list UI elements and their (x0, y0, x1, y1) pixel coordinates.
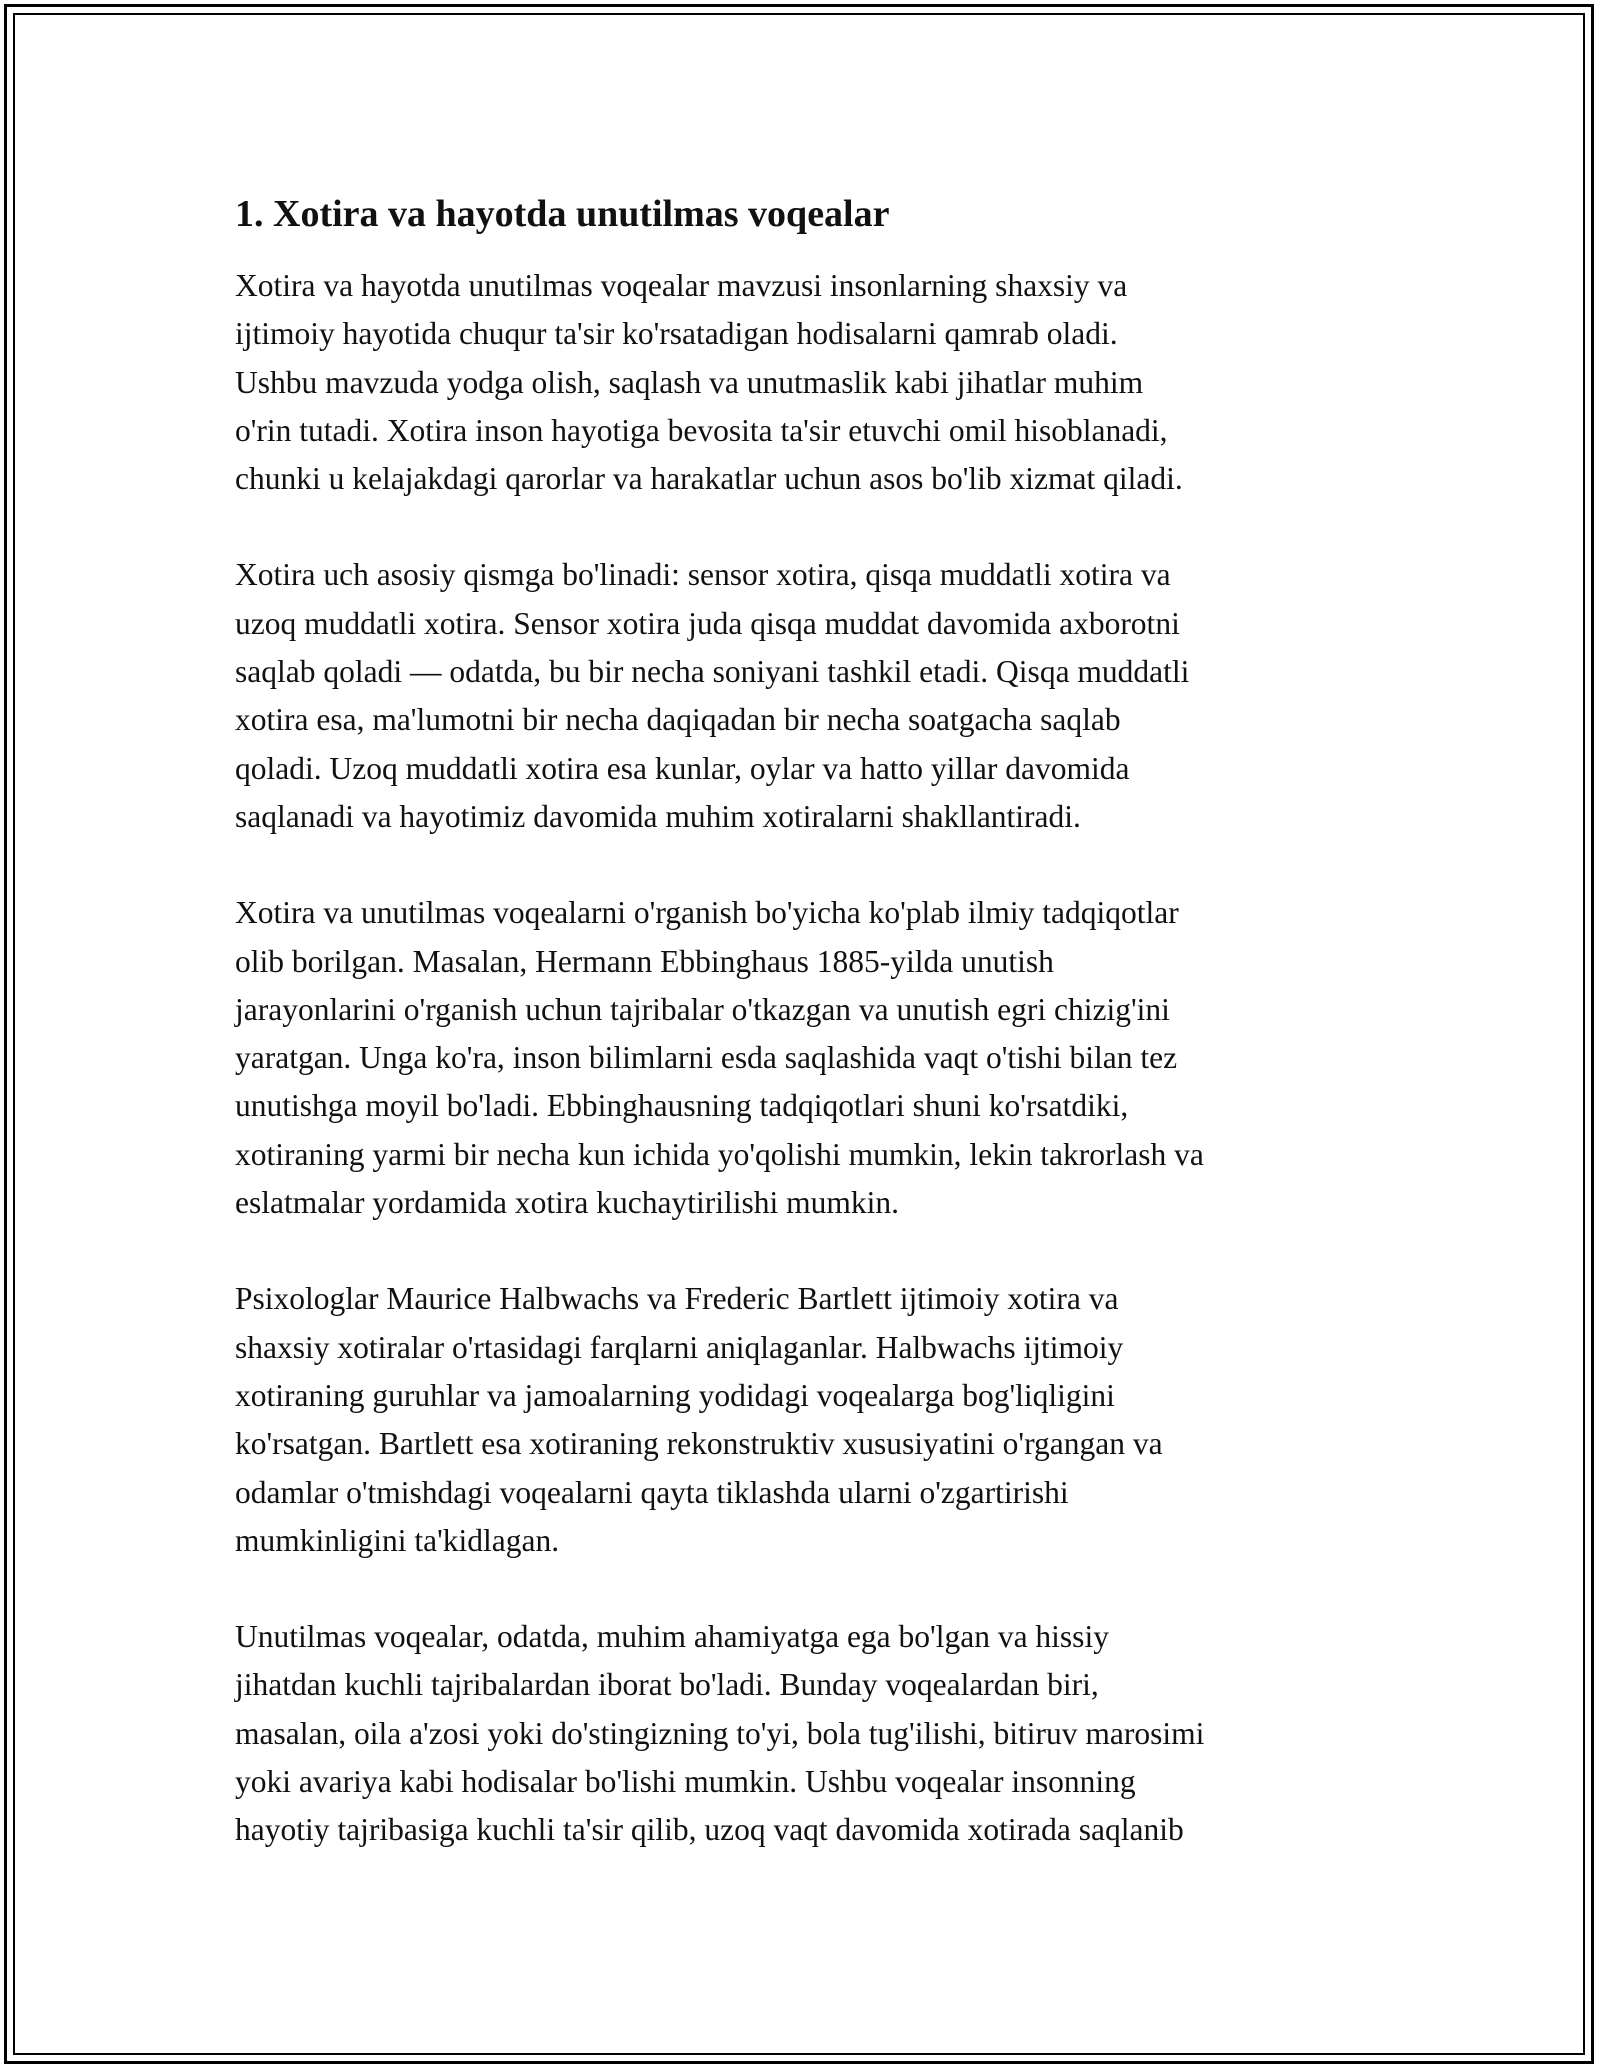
paragraph-line: o'rin tutadi. Xotira inson hayotiga bevosita ta'sir etuvchi omil hisoblanadi, (235, 412, 1168, 448)
paragraph-line: xotira esa, ma'lumotni bir necha daqiqadan bir necha soatgacha saqlab (235, 702, 1121, 738)
paragraph-line: qoladi. Uzoq muddatli xotira esa kunlar, oylar va hatto yillar davomida (235, 750, 1130, 786)
paragraph-line: hayotiy tajribasiga kuchli ta'sir qilib, uzoq vaqt davomida xotirada saqlanib (235, 1812, 1184, 1848)
paragraph-line: saqlanadi va hayotimiz davomida muhim xotiralarni shakllantiradi. (235, 798, 1081, 834)
paragraph-line: yaratgan. Unga ko'ra, inson bilimlarni esda saqlashida vaqt o'tishi bilan tez (235, 1040, 1178, 1076)
paragraph-line: chunki u kelajakdagi qarorlar va harakatlar uchun asos bo'lib xizmat qiladi. (235, 461, 1183, 497)
section-heading: 1. Xotira va hayotda unutilmas voqealar (235, 193, 890, 235)
paragraph-line: masalan, oila a'zosi yoki do'stingizning to'yi, bola tug'ilishi, bitiruv marosimi (235, 1715, 1205, 1751)
paragraph-line: unutishga moyil bo'ladi. Ebbinghausning tadqiqotlari shuni ko'rsatdiki, (235, 1088, 1129, 1124)
paragraph-line: Unutilmas voqealar, odatda, muhim ahamiyatga ega bo'lgan va hissiy (235, 1619, 1109, 1655)
paragraph-line: xotiraning yarmi bir necha kun ichida yo'qolishi mumkin, lekin takrorlash va (235, 1136, 1204, 1172)
paragraphs-container (235, 262, 1375, 1855)
paragraph-line: Ushbu mavzuda yodga olish, saqlash va unutmaslik kabi jihatlar muhim (235, 364, 1144, 400)
paragraph-line: ijtimoiy hayotida chuqur ta'sir ko'rsatadigan hodisalarni qamrab oladi. (235, 316, 1118, 352)
paragraph-line: Xotira uch asosiy qismga bo'linadi: sensor xotira, qisqa muddatli xotira va (235, 557, 1171, 593)
paragraph-line: yoki avariya kabi hodisalar bo'lishi mumkin. Ushbu voqealar insonning (235, 1764, 1136, 1800)
paragraph-line: jihatdan kuchli tajribalardan iborat bo'ladi. Bunday voqealardan biri, (235, 1667, 1099, 1703)
paragraph-line: ko'rsatgan. Bartlett esa xotiraning rekonstruktiv xususiyatini o'rgangan va (235, 1426, 1163, 1462)
paragraph-line: mumkinligini ta'kidlagan. (235, 1522, 560, 1558)
paragraph-line: uzoq muddatli xotira. Sensor xotira juda qisqa muddat davomida axborotni (235, 605, 1180, 641)
paragraph-line: eslatmalar yordamida xotira kuchaytirilishi mumkin. (235, 1185, 899, 1221)
paragraph (235, 262, 1375, 503)
document-body (235, 188, 1375, 1903)
paragraph (235, 1275, 1375, 1565)
paragraph-line: shaxsiy xotiralar o'rtasidagi farqlarni aniqlaganlar. Halbwachs ijtimoiy (235, 1329, 1124, 1365)
paragraph-line: saqlab qoladi — odatda, bu bir necha soniyani tashkil etadi. Qisqa muddatli (235, 654, 1190, 690)
paragraph-line: Xotira va hayotda unutilmas voqealar mavzusi insonlarning shaxsiy va (235, 268, 1128, 303)
paragraph (235, 889, 1375, 1227)
paragraph-line: jarayonlarini o'rganish uchun tajribalar o'tkazgan va unutish egri chizig'ini (235, 991, 1170, 1027)
paragraph-line: xotiraning guruhlar va jamoalarning yodidagi voqealarga bog'liqligini (235, 1377, 1115, 1413)
paragraph-line: Psixologlar Maurice Halbwachs va Frederic Bartlett ijtimoiy xotira va (235, 1281, 1119, 1317)
paragraph-line: odamlar o'tmishdagi voqealarni qayta tiklashda ularni o'zgartirishi (235, 1474, 1069, 1510)
paragraph-line: olib borilgan. Masalan, Hermann Ebbinghaus 1885-yilda unutish (235, 943, 1054, 979)
paragraph-line: Xotira va unutilmas voqealarni o'rganish bo'yicha ko'plab ilmiy tadqiqotlar (235, 895, 1179, 931)
paragraph (235, 551, 1375, 841)
paragraph (235, 1613, 1375, 1854)
